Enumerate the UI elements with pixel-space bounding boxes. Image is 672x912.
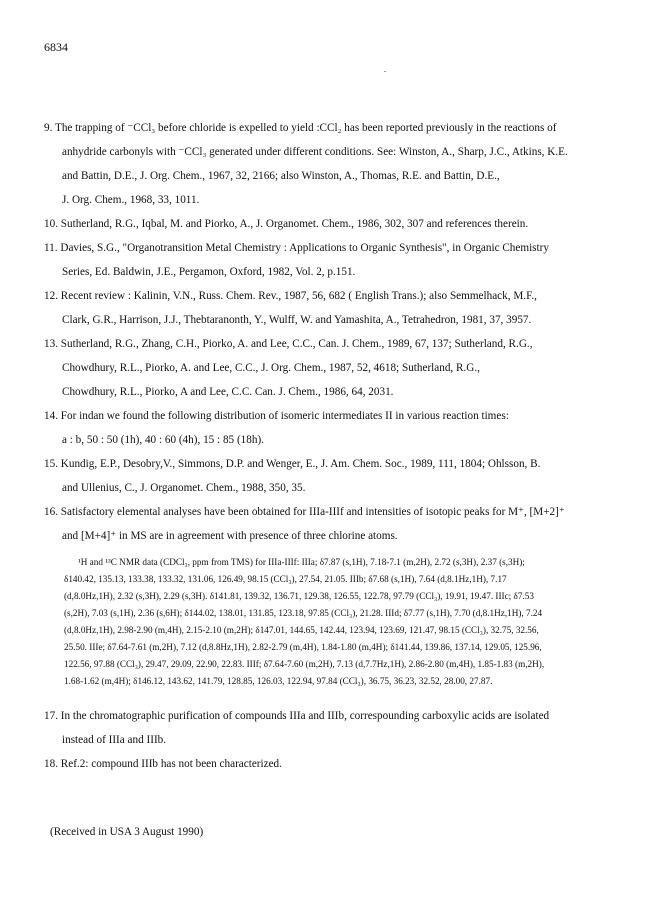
reference-item <box>44 116 644 212</box>
reference-line: and [M+4]⁺ in MS are in agreement with presence of three chlorine atoms. <box>62 530 398 542</box>
reference-line: 9. The trapping of ⁻CCl₃ before chloride is expelled to yield :CCl₂ has been reported previously in the reactions of <box>44 122 557 134</box>
reference-line: 15. Kundig, E.P., Desobry,V., Simmons, D.P. and Wenger, E., J. Am. Chem. Soc., 1989, 111, 1804; Ohlsson, B. <box>44 458 541 470</box>
reference-line: anhydride carbonyls with ⁻CCl₃ generated under different conditions. See: Winston, A., Sharp, J.C., Atkins, K.E. <box>62 146 568 158</box>
reference-line: 14. For indan we found the following distribution of isomeric intermediates II in various reaction times: <box>44 410 509 422</box>
reference-line: and Ullenius, C., J. Organomet. Chem., 1988, 350, 35. <box>62 482 306 494</box>
page-number: 6834 <box>44 40 68 54</box>
reference-line: and Battin, D.E., J. Org. Chem., 1967, 32, 2166; also Winston, A., Thomas, R.E. and Battin, D.E., <box>62 170 500 182</box>
nmr-data-block <box>64 554 646 690</box>
reference-item <box>44 332 644 404</box>
nmr-line: 25.50. IIIe; δ7.64-7.61 (m,2H), 7.12 (d,8.8Hz,1H), 2.82-2.79 (m,4H), 1.84-1.80 (m,4H); δ141.44, 139.86, 137.14, 129.05, 125.96, <box>64 642 542 652</box>
reference-line: J. Org. Chem., 1968, 33, 1011. <box>62 194 200 206</box>
reference-item <box>44 452 644 500</box>
reference-line: Clark, G.R., Harrison, J.J., Thebtaranonth, Y., Wulff, W. and Yamashita, A., Tetrahedron, 1981, 37, 3957. <box>62 314 532 326</box>
nmr-line: δ140.42, 135.13, 133.38, 133.32, 131.06, 126.49, 98.15 (CCl₃), 27.54, 21.05. IIIb; δ7.68 (s,1H), 7.64 (d,8.1Hz,1H), 7.17 <box>64 574 507 584</box>
received-date: (Received in USA 3 August 1990) <box>50 826 204 838</box>
reference-item <box>44 236 644 284</box>
reference-item <box>44 284 644 332</box>
reference-line: 16. Satisfactory elemental analyses have been obtained for IIIa-IIIf and intensities of isotopic peaks for M⁺, [M+2]⁺ <box>44 506 565 518</box>
nmr-line: ¹H and ¹³C NMR data (CDCl₃, ppm from TMS) for IIIa-IIIf: IIIa; δ7.87 (s,1H), 7.18-7.1 (m,2H), 2.72 (s,3H), 2.37 (s,3H); <box>78 557 525 567</box>
reference-line: instead of IIIa and IIIb. <box>62 734 167 746</box>
nmr-line: 1.68-1.62 (m,4H); δ146.12, 143.62, 141.79, 128.85, 126.03, 122.94, 97.84 (CCl₃), 36.75, 36.23, 32.52, 28.00, 27.87. <box>64 676 493 686</box>
reference-line: 17. In the chromatographic purification of compounds IIIa and IIIb, correspounding carboxylic acids are isolated <box>44 710 550 722</box>
reference-line: Chowdhury, R.L., Piorko, A. and Lee, C.C., J. Org. Chem., 1987, 52, 4618; Sutherland, R.G., <box>62 362 480 374</box>
reference-item <box>44 212 644 236</box>
reference-item <box>44 704 644 752</box>
reference-item <box>44 500 644 548</box>
nmr-line: (d,8.0Hz,1H), 2.98-2.90 (m,4H), 2.15-2.10 (m,2H); δ147.01, 144.65, 142.44, 123.94, 123.69, 121.47, 98.15 (CCl₃), 32.75, 32.56, <box>64 625 539 635</box>
reference-list <box>44 116 644 776</box>
reference-line: 18. Ref.2: compound IIIb has not been characterized. <box>44 758 282 770</box>
nmr-line: (s,2H), 7.03 (s,1H), 2.36 (s,6H); δ144.02, 138.01, 131.85, 123.18, 97.85 (CCl₃), 21.28. IIId; δ7.77 (s,1H), 7.70 (d,8.1Hz,1H), 7.24 <box>64 608 543 618</box>
reference-line: Series, Ed. Baldwin, J.E., Pergamon, Oxford, 1982, Vol. 2, p.151. <box>62 266 356 278</box>
reference-item <box>44 404 644 452</box>
reference-line: 13. Sutherland, R.G., Zhang, C.H., Piorko, A. and Lee, C.C., Can. J. Chem., 1989, 67, 137; Sutherland, R.G., <box>44 338 533 350</box>
scan-speck <box>384 71 386 72</box>
reference-item <box>44 752 644 776</box>
reference-line: 10. Sutherland, R.G., Iqbal, M. and Piorko, A., J. Organomet. Chem., 1986, 302, 307 and references therein. <box>44 218 529 230</box>
reference-line: a : b, 50 : 50 (1h), 40 : 60 (4h), 15 : 85 (18h). <box>62 434 264 446</box>
reference-line: 11. Davies, S.G., "Organotransition Metal Chemistry : Applications to Organic Synthesis", in Organic Chemistry <box>44 242 549 254</box>
reference-line: Chowdhury, R.L., Piorko, A and Lee, C.C. Can. J. Chem., 1986, 64, 2031. <box>62 386 394 398</box>
nmr-line: 122.56, 97.88 (CCl₃), 29.47, 29.09, 22.90, 22.83. IIIf; δ7.64-7.60 (m,2H), 7.13 (d,7.7Hz,1H), 2.86-2.80 (m,4H), 1.85-1.83 (m,2H), <box>64 659 545 669</box>
nmr-line: (d,8.0Hz,1H), 2.32 (s,3H), 2.29 (s,3H). δ141.81, 139.32, 136.71, 129.38, 126.55, 122.78, 97.79 (CCl₃), 19.91, 19.47. IIIc; δ7.53 <box>64 591 534 601</box>
reference-line: 12. Recent review : Kalinin, V.N., Russ. Chem. Rev., 1987, 56, 682 ( English Trans.); also Semmelhack, M.F., <box>44 290 537 302</box>
